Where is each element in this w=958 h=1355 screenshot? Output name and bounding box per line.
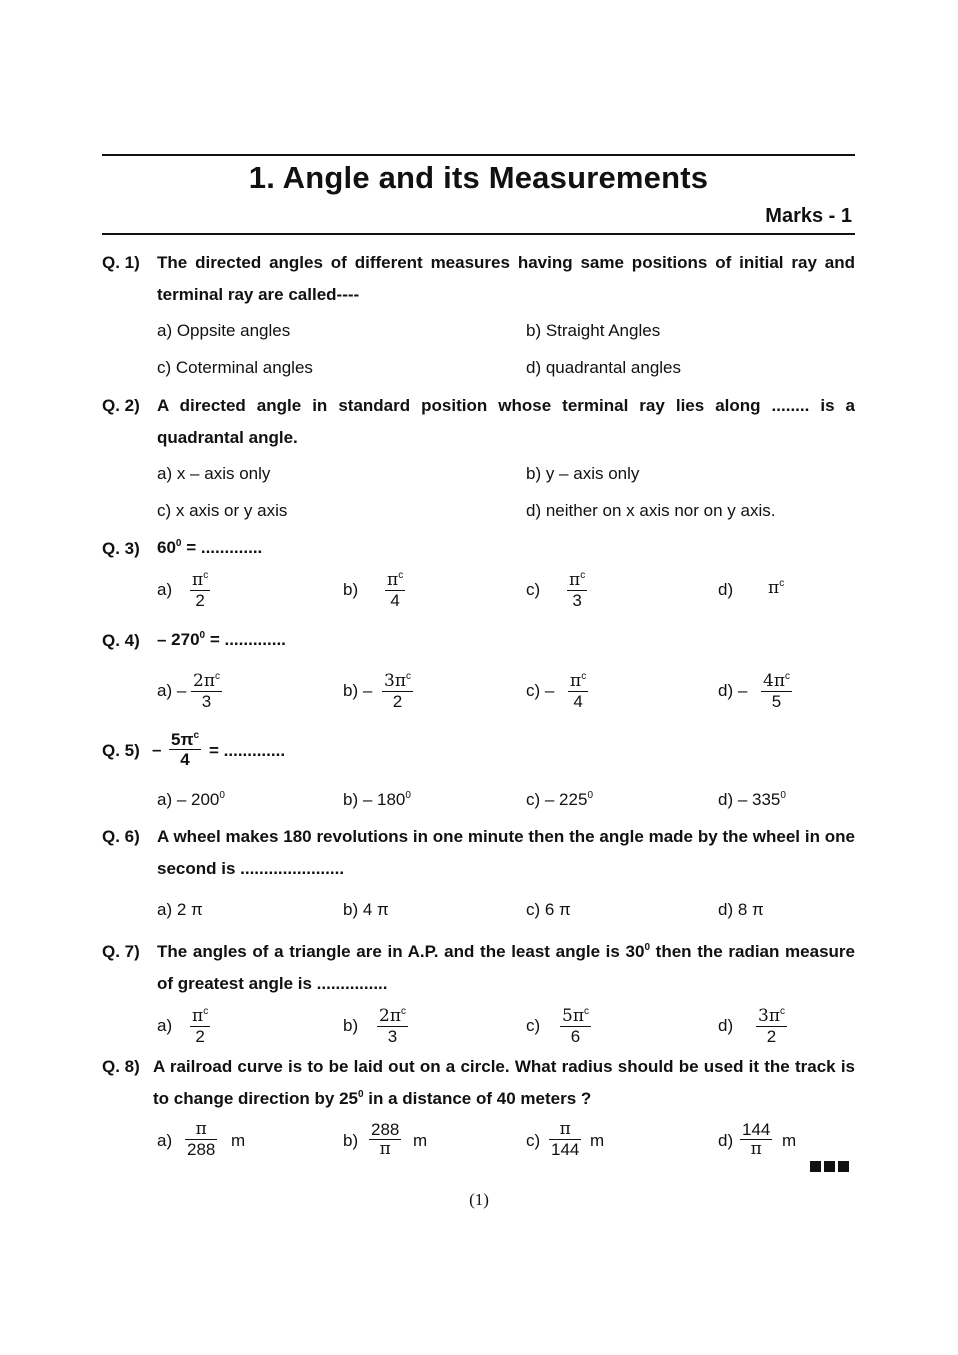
option-a: a) x – axis only bbox=[157, 464, 271, 483]
option-c: c) Coterminal angles bbox=[157, 358, 313, 377]
option-c-label: c) bbox=[526, 1016, 541, 1035]
option-a: a) 2 π bbox=[157, 900, 203, 919]
option-c-fraction: $\frac{5\pi^c}{6}$ bbox=[562, 1006, 589, 1046]
question-number: Q. 8) bbox=[102, 1057, 140, 1076]
option-d-fraction: $\frac{3\pi^c}{2}$ bbox=[758, 1006, 785, 1046]
option-d: $d) - 335^0$ bbox=[718, 790, 786, 809]
option-c-label: c) – bbox=[526, 681, 555, 700]
option-d-unit: m bbox=[782, 1131, 797, 1150]
option-c: c) x axis or y axis bbox=[157, 501, 288, 520]
option-a-label: a) bbox=[157, 1131, 173, 1150]
question-number: Q. 4) bbox=[102, 631, 140, 650]
option-c-fraction: $\frac{\pi^c}{4}$ bbox=[570, 671, 587, 711]
chapter-title: 1. Angle and its Measurements bbox=[248, 160, 709, 195]
question-number: Q. 7) bbox=[102, 942, 140, 961]
question-text: A railroad curve is to be laid out on a circle. What radius should be used it the track is to change direction by $25^0$ in a distance of 40 meters ? bbox=[153, 1057, 855, 1108]
option-b-fraction: $\frac{2\pi^c}{3}$ bbox=[379, 1006, 406, 1046]
question-text: $60^0$ = ............. bbox=[157, 538, 263, 557]
option-b: b) 4 π bbox=[343, 900, 389, 919]
question-number: Q. 5) bbox=[102, 741, 140, 760]
end-of-section-mark bbox=[810, 1159, 852, 1177]
option-a: $a) - 200^0$ bbox=[157, 790, 225, 809]
option-d-label: d) bbox=[718, 580, 734, 599]
header-bottom-rule bbox=[102, 233, 855, 235]
option-a-label: a) bbox=[157, 1016, 173, 1035]
option-b-label: b) bbox=[343, 580, 359, 599]
question-number: Q. 2) bbox=[102, 396, 140, 415]
question-number: Q. 3) bbox=[102, 539, 140, 558]
option-a-fraction: $\frac{\pi^c}{2}$ bbox=[192, 1006, 209, 1046]
question-text: A wheel makes 180 revolutions in one minute then the angle made by the wheel in one second is ...................... bbox=[157, 827, 855, 878]
question-text: – $270^0$ = ............. bbox=[157, 630, 286, 649]
question-text: The angles of a triangle are in A.P. and the least angle is $30^0$ then the radian measure of greatest angle is ............... bbox=[157, 942, 855, 993]
question-sign: – bbox=[152, 740, 162, 759]
option-b-label: b) – bbox=[343, 681, 373, 700]
option-b-label: b) bbox=[343, 1131, 359, 1150]
option-a-fraction: $\frac{\pi^c}{2}$ bbox=[192, 570, 209, 610]
option-d: d) quadrantal angles bbox=[526, 358, 682, 377]
option-a-unit: m bbox=[231, 1131, 246, 1150]
option-c-unit: m bbox=[590, 1131, 605, 1150]
option-b-fraction: $\frac{\pi^c}{4}$ bbox=[387, 570, 404, 610]
question-text: A directed angle in standard position whose terminal ray lies along ........ is a quadrantal angle. bbox=[157, 396, 855, 447]
option-d: d) neither on x axis nor on y axis. bbox=[526, 501, 776, 520]
option-d-fraction: $\frac{4\pi^c}{5}$ bbox=[763, 671, 790, 711]
option-d-label: d) bbox=[718, 1131, 734, 1150]
question-fraction: $\frac{5\pi^c}{4}$ bbox=[171, 730, 200, 769]
option-b-fraction: $\frac{3\pi^c}{2}$ bbox=[384, 671, 411, 711]
marks-label: Marks - 1 bbox=[765, 205, 852, 227]
option-c-fraction: $\frac{\pi}{144}$ bbox=[551, 1119, 580, 1159]
option-c-fraction: $\frac{\pi^c}{3}$ bbox=[569, 570, 586, 610]
top-rule bbox=[102, 154, 855, 156]
option-b: $b) - 180^0$ bbox=[343, 790, 411, 809]
option-a-fraction: $\frac{\pi}{288}$ bbox=[187, 1119, 216, 1159]
option-d-label: d) bbox=[718, 1016, 734, 1035]
option-d-value: $\pi^c$ bbox=[768, 578, 785, 598]
page-number: (1) bbox=[469, 1190, 489, 1209]
option-c-label: c) bbox=[526, 1131, 541, 1150]
question-number: Q. 6) bbox=[102, 827, 140, 846]
option-b-label: b) bbox=[343, 1016, 359, 1035]
option-a-fraction: $\frac{2\pi^c}{3}$ bbox=[193, 671, 220, 711]
option-b: b) Straight Angles bbox=[526, 321, 661, 340]
option-c: $c) - 225^0$ bbox=[526, 790, 593, 809]
question-blank: = ............. bbox=[209, 741, 286, 760]
option-a-label: a) bbox=[157, 580, 173, 599]
option-a-label: a) – bbox=[157, 681, 187, 700]
option-b-fraction: $\frac{288}{\pi}$ bbox=[371, 1120, 400, 1159]
option-d-fraction: $\frac{144}{\pi}$ bbox=[742, 1120, 771, 1159]
option-c-label: c) bbox=[526, 580, 541, 599]
question-number: Q. 1) bbox=[102, 253, 140, 272]
option-b-unit: m bbox=[413, 1131, 428, 1150]
option-a: a) Oppsite angles bbox=[157, 321, 291, 340]
option-c: c) 6 π bbox=[526, 900, 571, 919]
question-text: The directed angles of different measures having same positions of initial ray and terminal ray are called---- bbox=[157, 253, 855, 304]
option-d: d) 8 π bbox=[718, 900, 764, 919]
option-b: b) y – axis only bbox=[526, 464, 640, 483]
option-d-label: d) – bbox=[718, 681, 748, 700]
